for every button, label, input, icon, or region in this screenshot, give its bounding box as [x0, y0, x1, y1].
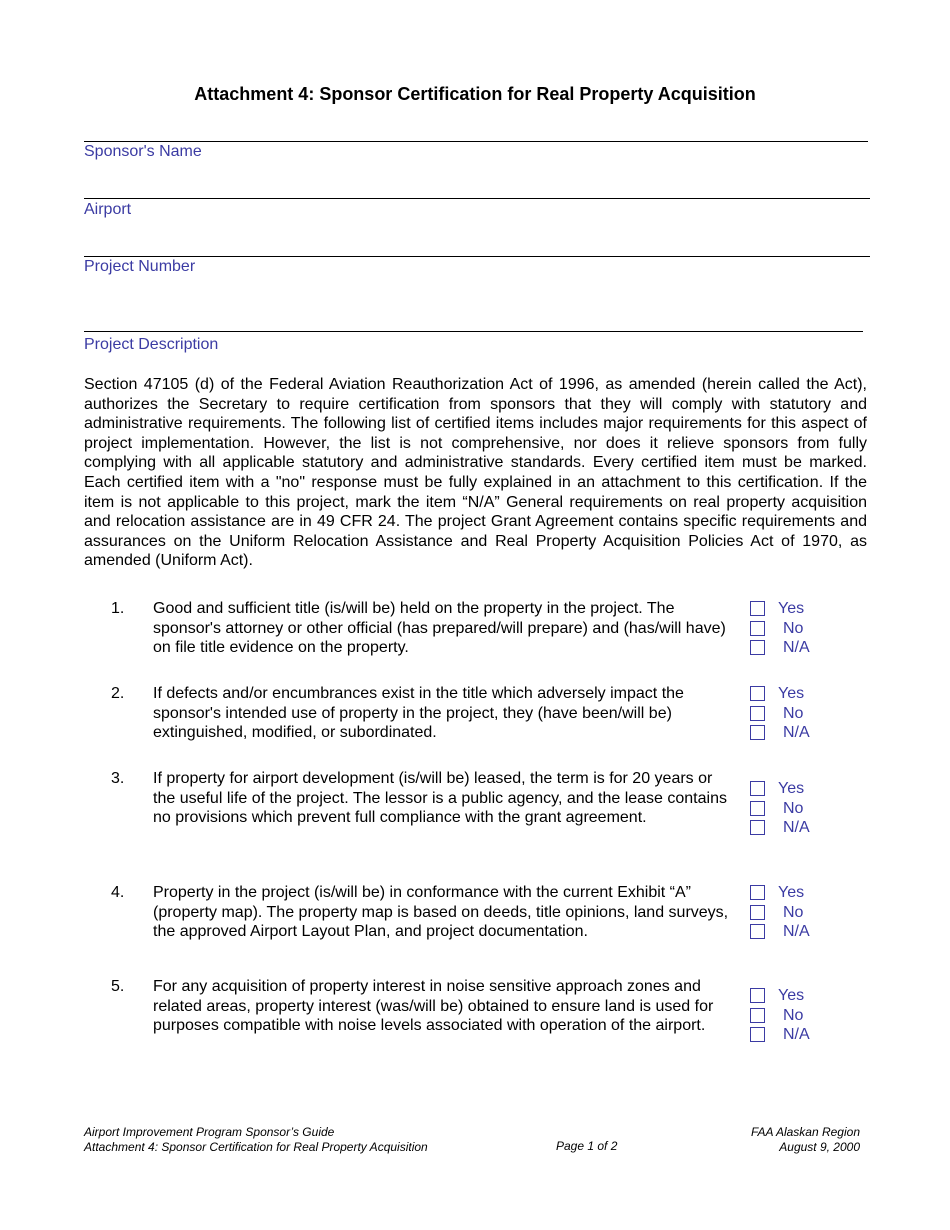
footer-region: FAA Alaskan Region [751, 1125, 860, 1139]
no-label: No [783, 1006, 804, 1024]
checkbox[interactable] [750, 820, 765, 835]
yes-label: Yes [778, 987, 805, 1004]
footer-guide-title: Airport Improvement Program Sponsor’s Guide [84, 1125, 335, 1139]
checkbox[interactable] [750, 706, 765, 721]
item-2-yes-option[interactable] [750, 684, 830, 704]
item-4-yes-option[interactable] [750, 883, 830, 903]
project-description-label: Project Description [84, 336, 219, 353]
item-5-options [750, 986, 830, 1045]
item-text: Good and sufficient title (is/will be) held on the property in the project. The sponsor's attorney or other official (has prepared/will prepare) and (has/will have) on file title evidence on the property. [153, 600, 726, 657]
airport-line[interactable] [84, 198, 870, 199]
intro-paragraph: Section 47105 (d) of the Federal Aviation Reauthorization Act of 1996, as amended (herein called the Act), authorizes the Secretary to require certification from sponsors that they will comply with statutory and administrative requirements. The following list of certified items includes major requirements for this aspect of project implementation. However, the list is not comprehensive, nor does it relieve sponsors from fully complying with all applicable statutory and administrative standards. Every certified item must be marked. Each certified item with a "no" response must be fully explained in an attachment to this certification. If the item is not applicable to this project, mark the item “N/A” General requirements on real property acquisition and relocation assistance are in 49 CFR 24. The project Grant Agreement contains specific requirements and assurances on the Uniform Relocation Assistance and Real Property Acquisition Policies Act of 1970, as amended (Uniform Act). [84, 376, 867, 570]
item-text: Property in the project (is/will be) in conformance with the current Exhibit “A” (property map). The property map is based on deeds, title opinions, land surveys, the approved Airport Layout Plan, and project documentation. [153, 884, 729, 941]
item-1-options [750, 599, 830, 658]
item-4-no-option[interactable] [750, 903, 830, 923]
na-label: N/A [783, 819, 810, 837]
checkbox[interactable] [750, 801, 765, 816]
item-5-na-option[interactable] [750, 1025, 830, 1045]
item-2-na-option[interactable] [750, 723, 830, 743]
item-5-yes-option[interactable] [750, 986, 830, 1006]
checkbox[interactable] [750, 725, 765, 740]
no-label: No [783, 799, 804, 817]
footer-attachment-title: Attachment 4: Sponsor Certification for Real Property Acquisition [84, 1139, 428, 1154]
footer-right [751, 1125, 860, 1154]
item-3-options [750, 779, 830, 838]
item-4-na-option[interactable] [750, 922, 830, 942]
item-number: 3. [111, 770, 125, 787]
item-number: 4. [111, 884, 125, 901]
item-text: If defects and/or encumbrances exist in the title which adversely impact the sponsor's intended use of property in the project, they (have been/will be) extinguished, modified, or subordinated. [153, 685, 684, 742]
na-label: N/A [783, 639, 810, 657]
item-3-yes-option[interactable] [750, 779, 830, 799]
project-number-line[interactable] [84, 256, 870, 257]
footer-left [84, 1125, 428, 1154]
item-number: 2. [111, 685, 125, 702]
checkbox[interactable] [750, 781, 765, 796]
yes-label: Yes [778, 685, 805, 702]
item-4-options [750, 883, 830, 942]
item-2-options [750, 684, 830, 743]
checkbox[interactable] [750, 1027, 765, 1042]
checkbox[interactable] [750, 686, 765, 701]
item-text: For any acquisition of property interest in noise sensitive approach zones and related areas, property interest (was/will be) obtained to ensure land is used for purposes compatible with noise levels associated with operation of the airport. [153, 978, 714, 1035]
checkbox[interactable] [750, 1008, 765, 1023]
item-3-na-option[interactable] [750, 818, 830, 838]
item-2-no-option[interactable] [750, 704, 830, 724]
checkbox[interactable] [750, 924, 765, 939]
checkbox[interactable] [750, 905, 765, 920]
sponsor-name-label: Sponsor's Name [84, 143, 202, 160]
no-label: No [783, 619, 804, 637]
na-label: N/A [783, 1026, 810, 1044]
item-number: 5. [111, 978, 125, 995]
airport-label: Airport [84, 201, 132, 218]
na-label: N/A [783, 923, 810, 941]
page-title: Attachment 4: Sponsor Certification for Real Property Acquisition [194, 84, 756, 104]
checkbox[interactable] [750, 621, 765, 636]
checkbox[interactable] [750, 988, 765, 1003]
project-number-label: Project Number [84, 258, 196, 275]
item-3-no-option[interactable] [750, 799, 830, 819]
item-1-no-option[interactable] [750, 619, 830, 639]
item-1-yes-option[interactable] [750, 599, 830, 619]
project-description-line[interactable] [84, 331, 863, 332]
sponsor-name-line[interactable] [84, 141, 868, 142]
footer-date: August 9, 2000 [779, 1139, 860, 1154]
no-label: No [783, 704, 804, 722]
footer-page-number: Page 1 of 2 [556, 1139, 618, 1153]
item-5-no-option[interactable] [750, 1006, 830, 1026]
checkbox[interactable] [750, 601, 765, 616]
yes-label: Yes [778, 884, 805, 901]
item-text: If property for airport development (is/will be) leased, the term is for 20 years or the useful life of the project. The lessor is a public agency, and the lease contains no provisions which prevent full compliance with the grant agreement. [153, 770, 727, 827]
yes-label: Yes [778, 600, 805, 617]
item-number: 1. [111, 600, 125, 617]
yes-label: Yes [778, 780, 805, 797]
checkbox[interactable] [750, 885, 765, 900]
item-1-na-option[interactable] [750, 638, 830, 658]
na-label: N/A [783, 724, 810, 742]
checkbox[interactable] [750, 640, 765, 655]
no-label: No [783, 903, 804, 921]
